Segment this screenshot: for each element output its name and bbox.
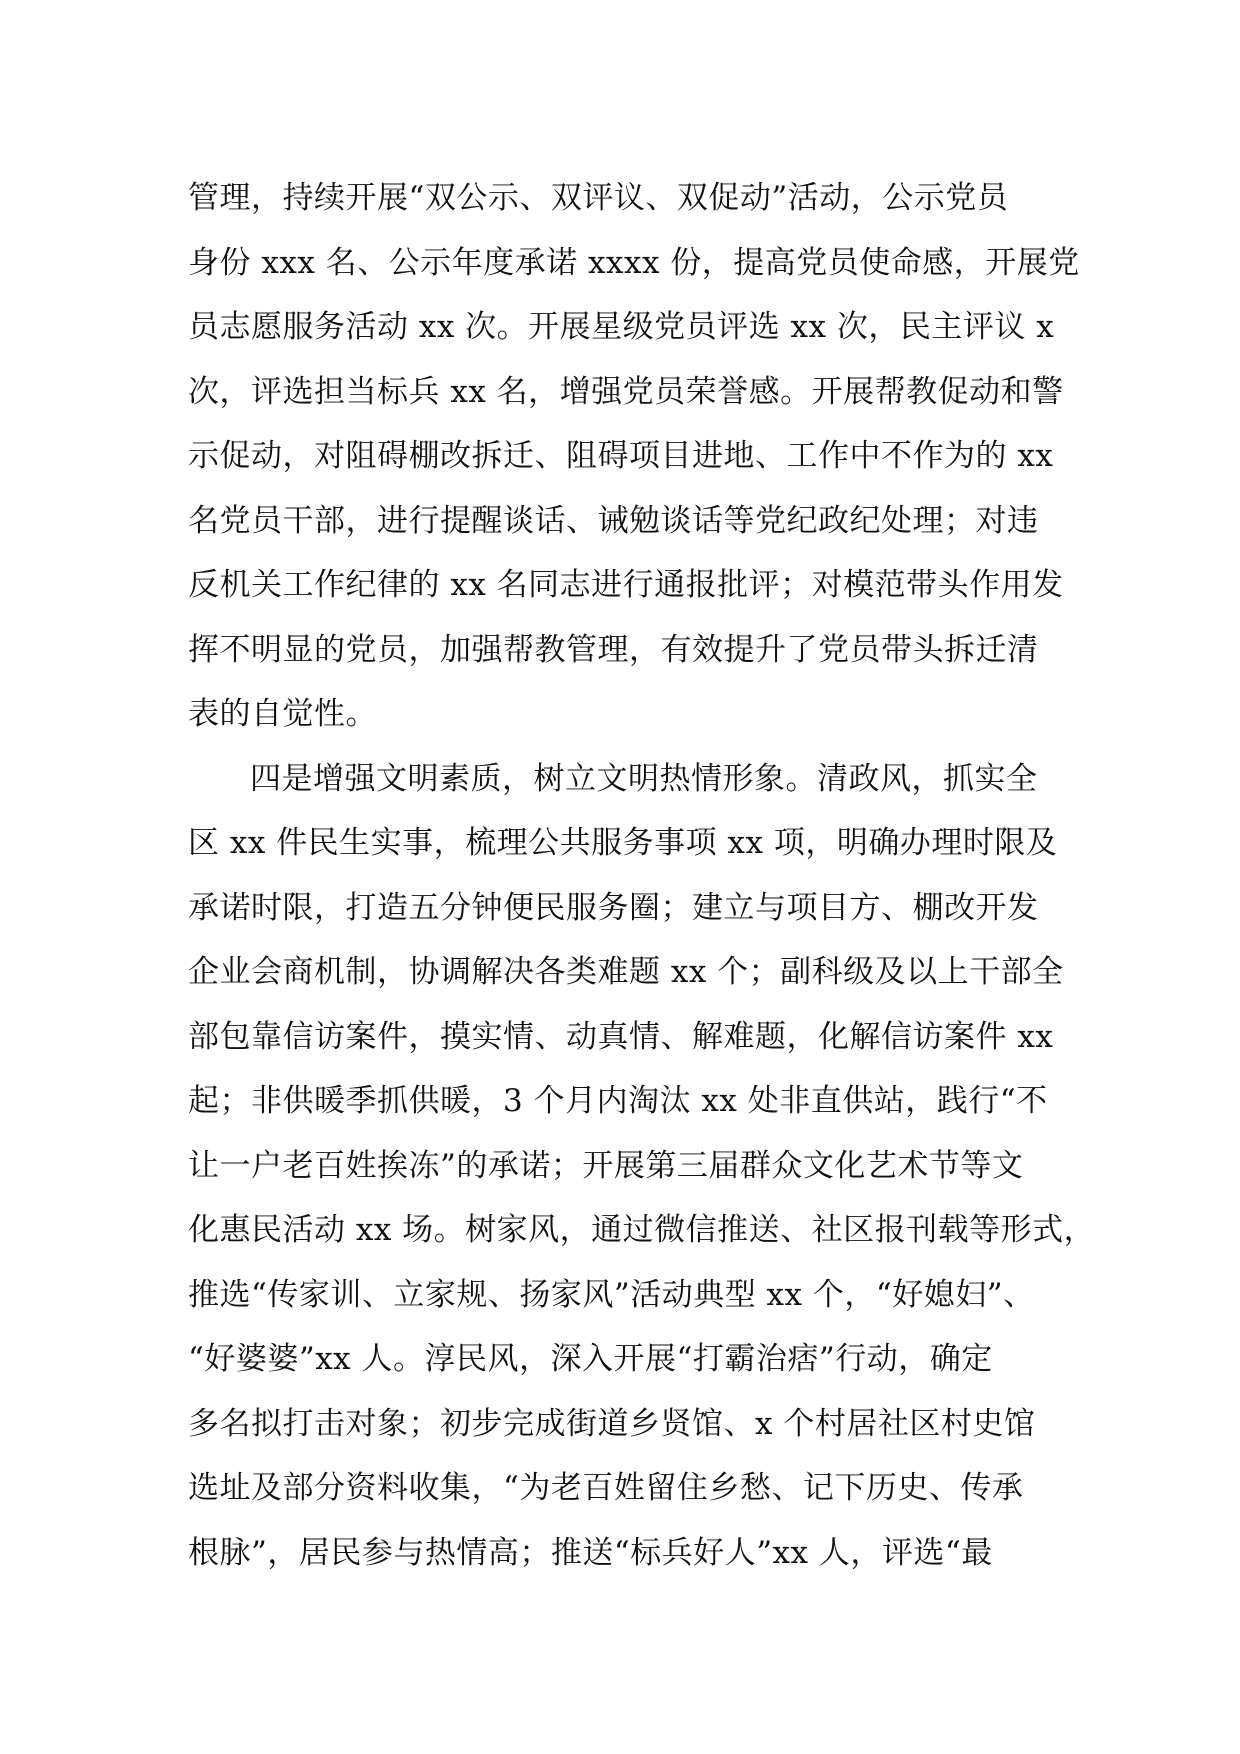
text-line: 区 xx 件民生实事，梳理公共服务事项 xx 项，明确办理时限及 (188, 825, 1058, 861)
text-line: 名党员干部，进行提醒谈话、诫勉谈话等党纪政纪处理；对违 (188, 502, 1039, 539)
text-line: 起；非供暖季抓供暖，3 个月内淘汰 xx 处非直供站，践行“不 (188, 1083, 1048, 1119)
text-line: 承诺时限，打造五分钟便民服务圈；建立与项目方、棚改开发 (188, 889, 1039, 926)
text-line: 反机关工作纪律的 xx 名同志进行通报批评；对模范带头作用发 (188, 567, 1064, 603)
text-line: 部包靠信访案件，摸实情、动真情、解难题，化解信访案件 xx (188, 1018, 1054, 1055)
text-line: 表的自觉性。 (188, 696, 377, 732)
text-line: 员志愿服务活动 xx 次。开展星级党员评选 xx 次，民主评议 x (188, 309, 1055, 345)
text-line: 示促动，对阻碍棚改拆迁、阻碍项目进地、工作中不作为的 xx (188, 438, 1054, 474)
text-line: 企业会商机制，协调解决各类难题 xx 个；副科级及以上干部全 (188, 954, 1064, 990)
text-line: 管理，持续开展“双公示、双评议、双促动”活动，公示党员 (188, 180, 1009, 216)
text-line: 根脉”，居民参与热情高；推送“标兵好人”xx 人，评选“最 (188, 1534, 993, 1571)
text-line: 身份 xxx 名、公示年度承诺 xxxx 份，提高党员使命感，开展党 (188, 244, 1080, 281)
text-line: 让一户老百姓挨冻”的承诺；开展第三届群众文化艺术节等文 (188, 1147, 1024, 1184)
text-line: 多名拟打击对象；初步完成街道乡贤馆、x 个村居社区村史馆 (188, 1405, 1036, 1442)
text-line: 挥不明显的党员，加强帮教管理，有效提升了党员带头拆迁清 (188, 631, 1039, 668)
text-line: “好婆婆”xx 人。淳民风，深入开展“打霸治痞”行动，确定 (188, 1341, 993, 1377)
text-line: 选址及部分资料收集，“为老百姓留住乡愁、记下历史、传承 (188, 1470, 1024, 1506)
text-line: 推选“传家训、立家规、扬家风”活动典型 xx 个，“好媳妇”、 (188, 1276, 1035, 1313)
body-text (188, 166, 1096, 1585)
text-line: 化惠民活动 xx 场。树家风，通过微信推送、社区报刊载等形式， (188, 1212, 1096, 1248)
paragraph-start-line: 四是增强文明素质，树立文明热情形象。清政风，抓实全 (250, 760, 1038, 797)
text-line: 次，评选担当标兵 xx 名，增强党员荣誉感。开展帮教促动和警 (188, 373, 1064, 410)
